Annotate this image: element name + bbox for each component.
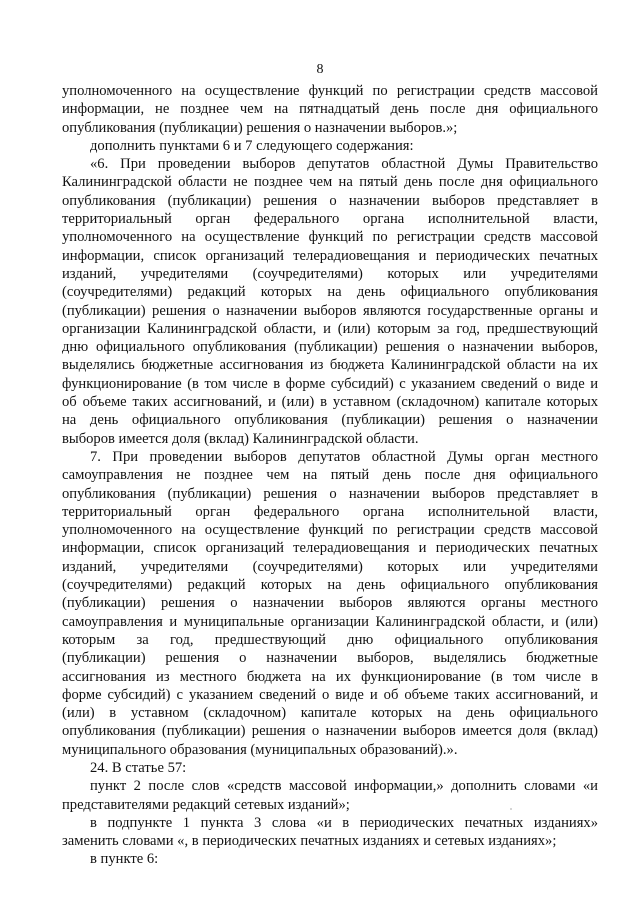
text-line: (или) в уставном (складочном) капитале которых на день официального: [62, 705, 598, 722]
text-line: самоуправления не позднее чем на пятый день после дня официального: [62, 467, 598, 484]
text-line: уполномоченного на осуществление функций по регистрации средств массовой: [62, 229, 598, 246]
text-line: самоуправления и муниципальные организации Калининградской области, и (или): [62, 613, 598, 630]
text-line: опубликования (публикации) решения о назначении выборов.»;: [62, 119, 458, 136]
text-line: дополнить пунктами 6 и 7 следующего содержания:: [90, 137, 414, 154]
text-line: Калининградской области не позднее чем на пятый день после дня официального: [62, 174, 598, 191]
text-line: (публикации) решения о назначении выборов являются государственные органы и: [62, 302, 598, 319]
text-line: территориальный орган федерального органа исполнительной власти,: [62, 503, 598, 520]
text-line: в подпункте 1 пункта 3 слова «и в периодических печатных изданиях»: [90, 814, 598, 831]
text-line: представителями редакций сетевых изданий»;: [62, 796, 350, 813]
text-line: информации, список организаций телерадиовещания и периодических печатных: [62, 247, 598, 264]
text-line: изданий, учредителями (соучредителями) которых или учредителями: [62, 265, 598, 282]
scan-artifact: [510, 808, 512, 810]
text-line: функционирование (в том числе в форме субсидий) с указанием сведений о виде и: [62, 375, 598, 392]
text-line: опубликования (публикации) решения о назначении выборов представляет в: [62, 485, 598, 502]
text-line: изданий, учредителями (соучредителями) которых или учредителями: [62, 558, 598, 575]
text-line: которым за год, предшествующий дню официального опубликования: [62, 631, 598, 648]
text-line: (соучредителями) редакций которых на день официального опубликования: [62, 577, 598, 594]
text-line: опубликования (публикации) решения о назначении выборов имеется доля (вклад): [62, 723, 598, 740]
text-line: выборов имеется доля (вклад) Калининградской области.: [62, 430, 419, 447]
text-line: (публикации) решения о назначении выборов, выделялись бюджетные: [62, 650, 598, 667]
text-line: информации, список организаций телерадиовещания и периодических печатных: [62, 540, 598, 557]
text-line: уполномоченного на осуществление функций по регистрации средств массовой: [62, 522, 598, 539]
text-line: об объеме таких ассигнований, и (или) в уставном (складочном) капитале которых: [62, 394, 598, 411]
text-line: муниципального образования (муниципальных образований).».: [62, 741, 458, 758]
text-line: заменить словами «, в периодических печатных изданиях и сетевых изданиях»;: [62, 833, 557, 850]
text-line: пункт 2 после слов «средств массовой информации,» дополнить словами «и: [90, 778, 598, 795]
text-line: выделялись бюджетные ассигнования из бюджета Калининградской области на их: [62, 357, 598, 374]
document-body: [62, 82, 598, 869]
text-line: на день официального опубликования (публикации) решения о назначении: [62, 412, 598, 429]
text-line: ассигнования из местного бюджета на их функционирование (в том числе в: [62, 668, 598, 685]
text-line: информации, не позднее чем на пятнадцатый день после дня официального: [62, 101, 598, 118]
text-line: территориальный орган федерального органа исполнительной власти,: [62, 211, 598, 228]
text-line: (публикации) решения о назначении выборов являются органы местного: [62, 595, 598, 612]
text-line: дню официального опубликования (публикации) решения о назначении выборов,: [62, 339, 598, 356]
text-line: в пункте 6:: [90, 851, 159, 868]
page-number: 8: [316, 62, 324, 77]
text-line: (соучредителями) редакций которых на день официального опубликования: [62, 284, 598, 301]
text-line: организации Калининградской области, и (или) которым за год, предшествующий: [62, 320, 598, 337]
text-line: форме субсидий) с указанием сведений о виде и об объеме таких ассигнований, и: [62, 686, 598, 703]
text-line: уполномоченного на осуществление функций по регистрации средств массовой: [62, 83, 598, 99]
text-line: «6. При проведении выборов депутатов областной Думы Правительство: [90, 156, 598, 173]
text-line: 7. При проведении выборов депутатов областной Думы орган местного: [90, 448, 598, 465]
text-line: опубликования (публикации) решения о назначении выборов представляет в: [62, 192, 598, 209]
text-line: 24. В статье 57:: [90, 759, 187, 776]
